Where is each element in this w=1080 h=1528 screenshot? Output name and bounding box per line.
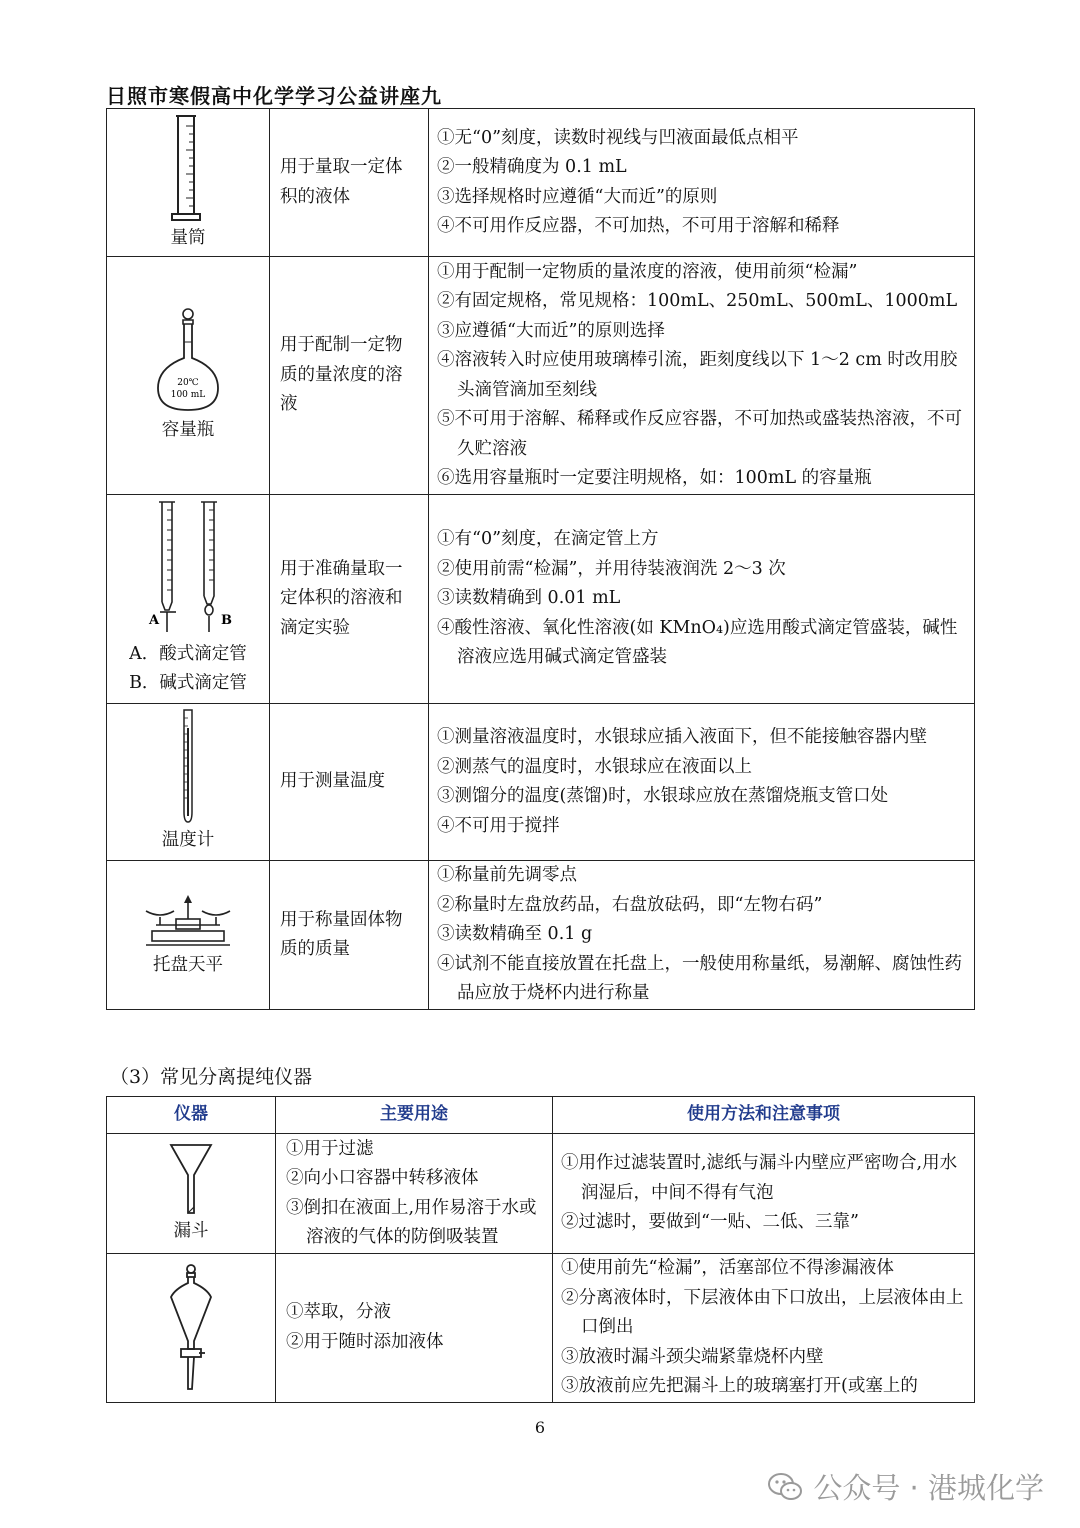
usage-cell [276,1134,553,1254]
instrument-table-separation [106,1096,975,1403]
note-line: ③测馏分的温度(蒸馏)时，水银球应放在蒸馏烧瓶支管口处 [437,786,889,806]
burette-label-a: A [149,612,160,628]
instrument-name-b: B．碱式滴定管 [129,673,247,693]
notes-cell [429,495,975,704]
instrument-cell [107,704,270,861]
note-line: ②称量时左盘放药品，右盘放砝码，即“左物右码” [437,894,823,915]
notes-cell [553,1134,975,1254]
usage-cell [276,1254,553,1403]
note-line: ⑤不可用于溶解、稀释或作反应容器，不可加热或盛装热溶液，不可久贮溶液 [437,409,962,459]
note-line: ①有“0”刻度，在滴定管上方 [437,529,659,550]
note-line: ⑥选用容量瓶时一定要注明规格，如：100mL 的容量瓶 [437,468,872,488]
usage-cell: 用于配制一定物质的量浓度的溶液 [270,257,429,495]
note-line: ③放液前应先把漏斗上的玻璃塞打开(或塞上的 [561,1376,918,1396]
volumetric-flask-icon [148,306,228,416]
table-row [107,109,975,257]
watermark [767,1466,1044,1507]
instrument-cell [107,861,270,1010]
instrument-cell [107,495,270,704]
notes-cell [429,704,975,861]
note-line: ①无“0”刻度，读数时视线与凹液面最低点相平 [437,127,799,148]
note-line: ②有固定规格，常见规格：100mL、250mL、500mL、1000mL [437,291,958,311]
note-line: ④酸性溶液、氧化性溶液(如 KMnO₄)应选用酸式滴定管盛装，碱性溶液应选用碱式滴定管盛装 [437,617,958,668]
note-line: ①测量溶液温度时，水银球应插入液面下，但不能接触容器内壁 [437,727,927,747]
table-row [107,495,975,704]
note-line: ④溶液转入时应使用玻璃棒引流，距刻度线以下 1～2 cm 时改用胶头滴管滴加至刻线 [437,350,958,400]
flask-label-temp: 20℃ [177,377,199,388]
usage-line: ①用于过滤 [286,1138,374,1159]
instrument-cell [107,1134,276,1254]
note-line: ③应遵循“大而近”的原则选择 [437,320,665,341]
separatory-funnel-icon [161,1263,221,1393]
usage-cell: 用于称量固体物质的质量 [270,861,429,1010]
usage-cell: 用于测量温度 [270,704,429,861]
note-line: ①使用前先“检漏”，活塞部位不得渗漏液体 [561,1258,894,1278]
graduated-cylinder-icon [158,112,218,224]
note-line: ①用作过滤装置时,滤纸与漏斗内壁应严密吻合,用水润湿后，中间不得有气泡 [561,1153,958,1203]
page-header: 日照市寒假高中化学学习公益讲座九 [106,84,442,108]
flask-label-volume: 100 mL [170,389,206,400]
thermometer-icon [173,708,203,826]
note-line: ②过滤时，要做到“一贴、二低、三靠” [561,1212,859,1233]
column-header: 使用方法和注意事项 [553,1097,975,1134]
page-number: 6 [534,1418,546,1437]
burette-icon [133,500,243,640]
table-header-row [107,1097,975,1134]
note-line: ②使用前需“检漏”，并用待装液润洗 2～3 次 [437,558,786,579]
table-row [107,1134,975,1254]
table-row [107,861,975,1010]
section-title: （3）常见分离提纯仪器 [110,1066,313,1088]
watermark-text: 公众号 · 港城化学 [813,1471,1044,1505]
note-line: ④不可用作反应器，不可加热，不可用于溶解和稀释 [437,216,840,236]
instrument-cell [107,1254,276,1403]
notes-cell [429,861,975,1010]
note-line: ④不可用于搅拌 [437,815,560,836]
instrument-name: 容量瓶 [161,419,215,440]
note-line: ③读数精确到 0.01 mL [437,588,621,609]
funnel-icon [161,1141,221,1217]
usage-line: ③倒扣在液面上,用作易溶于水或溶液的气体的防倒吸装置 [286,1197,537,1247]
usage-cell: 用于量取一定体积的液体 [270,109,429,257]
instrument-name: 温度计 [161,830,215,851]
notes-cell [429,257,975,495]
table-row [107,704,975,861]
table-row [107,257,975,495]
table-row [107,1254,975,1403]
column-header: 主要用途 [276,1097,553,1134]
column-header: 仪器 [107,1097,276,1134]
instrument-name: 量筒 [170,227,206,248]
instrument-cell [107,109,270,257]
usage-line: ①萃取，分液 [286,1302,391,1323]
note-line: ④试剂不能直接放置在托盘上，一般使用称量纸，易潮解、腐蚀性药品应放于烧杯内进行称量 [437,953,962,1004]
note-line: ①用于配制一定物质的量浓度的溶液，使用前须“检漏” [437,261,858,282]
instrument-cell [107,257,270,495]
note-line: ③读数精确至 0.1 g [437,924,593,945]
note-line: ②分离液体时，下层液体由下口放出，上层液体由上口倒出 [561,1287,964,1337]
note-line: ①称量前先调零点 [437,865,577,886]
note-line: ②一般精确度为 0.1 mL [437,157,627,177]
instrument-name-a: A．酸式滴定管 [129,643,247,664]
instrument-name: 托盘天平 [153,955,223,976]
notes-cell [553,1254,975,1403]
note-line: ③选择规格时应遵循“大而近”的原则 [437,186,718,207]
note-line: ②测蒸气的温度时，水银球应在液面以上 [437,756,752,777]
usage-line: ②用于随时添加液体 [286,1331,444,1352]
burette-label-b: B [221,612,232,628]
instrument-table-measuring [106,108,975,1010]
note-line: ③放液时漏斗颈尖端紧靠烧杯内壁 [561,1346,824,1367]
usage-cell: 用于准确量取一定体积的溶液和滴定实验 [270,495,429,704]
balance-scale-icon [138,889,238,951]
instrument-name: 漏斗 [173,1220,209,1241]
wechat-icon [767,1472,803,1502]
usage-line: ②向小口容器中转移液体 [286,1168,479,1188]
notes-cell [429,109,975,257]
